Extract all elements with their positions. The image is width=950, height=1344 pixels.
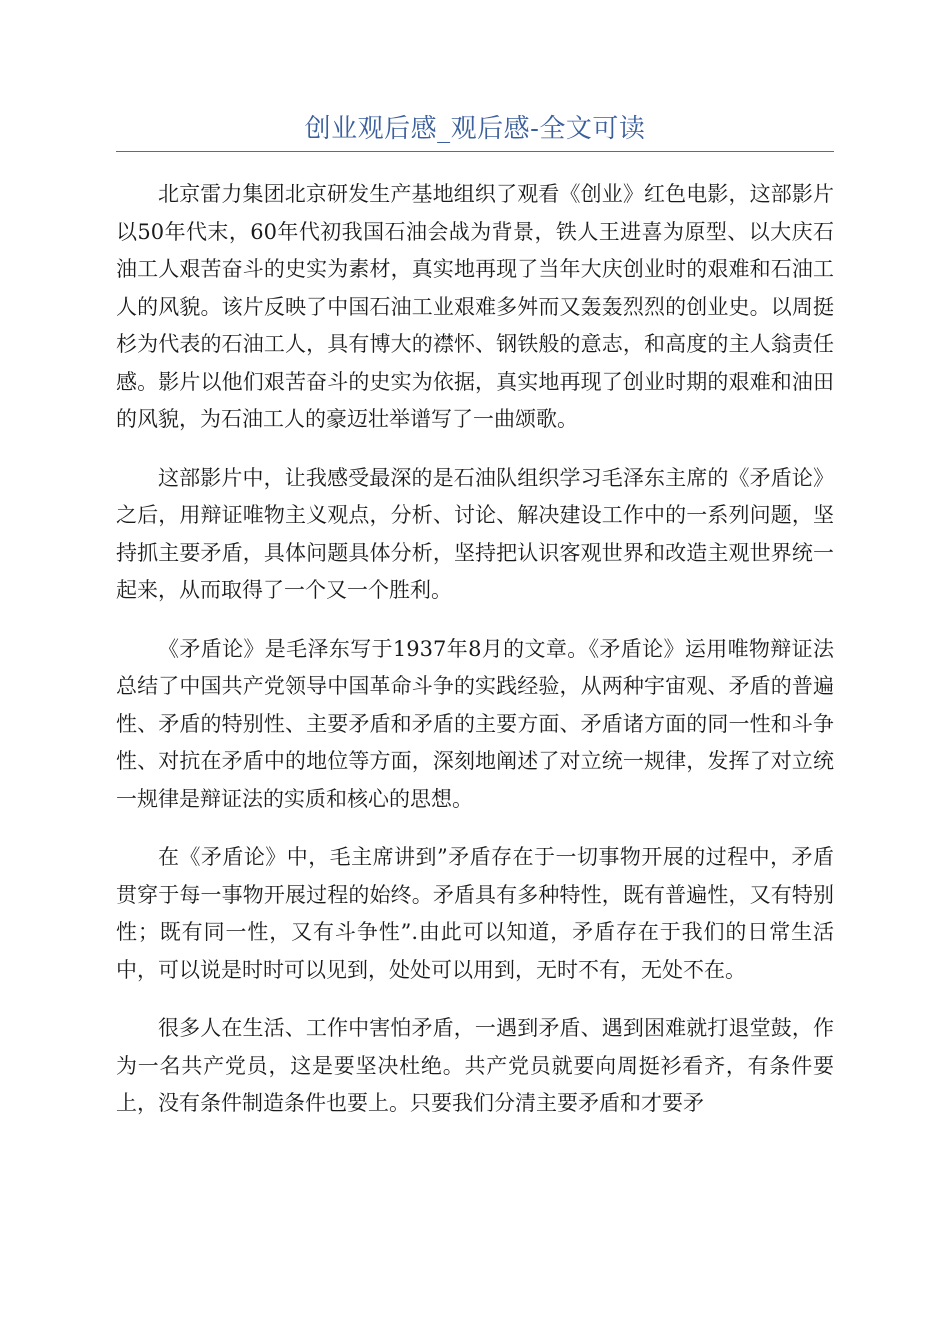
paragraph-5: 很多人在生活、工作中害怕矛盾，一遇到矛盾、遇到困难就打退堂鼓，作为一名共产党员，这是要坚决杜绝。共产党员就要向周挺衫看齐，有条件要上，没有条件制造条件也要上。只要我们分清主要矛盾和才要矛 [116,1016,834,1115]
title-block [116,112,834,152]
document-body [116,176,834,1144]
page-title: 创业观后感_观后感-全文可读 [304,114,646,144]
paragraph-1: 北京雷力集团北京研发生产基地组织了观看《创业》红色电影，这部影片以50年代末，60年代初我国石油会战为背景，铁人王进喜为原型、以大庆石油工人艰苦奋斗的史实为素材，真实地再现了当年大庆创业时的艰难和石油工人的风貌。该片反映了中国石油工业艰难多舛而又轰轰烈烈的创业史。以周挺杉为代表的石油工人，具有博大的襟怀、钢铁般的意志，和高度的主人翁责任感。影片以他们艰苦奋斗的史实为依据，真实地再现了创业时期的艰难和油田的风貌，为石油工人的豪迈壮举谱写了一曲颂歌。 [116,182,834,431]
paragraph-3: 《矛盾论》是毛泽东写于1937年8月的文章。《矛盾论》运用唯物辩证法总结了中国共产党领导中国革命斗争的实践经验，从两种宇宙观、矛盾的普遍性、矛盾的特别性、主要矛盾和矛盾的主要方面、矛盾诸方面的同一性和斗争性、对抗在矛盾中的地位等方面，深刻地阐述了对立统一规律，发挥了对立统一规律是辩证法的实质和核心的思想。 [116,636,834,811]
paragraph-2: 这部影片中，让我感受最深的是石油队组织学习毛泽东主席的《矛盾论》之后，用辩证唯物主义观点，分析、讨论、解决建设工作中的一系列问题，坚持抓主要矛盾，具体问题具体分析，坚持把认识客观世界和改造主观世界统一起来，从而取得了一个又一个胜利。 [116,465,834,602]
paragraph-4: 在《矛盾论》中，毛主席讲到”矛盾存在于一切事物开展的过程中，矛盾贯穿于每一事物开展过程的始终。矛盾具有多种特性，既有普遍性，又有特别性；既有同一性，又有斗争性”.由此可以知道，矛盾存在于我们的日常生活中，可以说是时时可以见到，处处可以用到，无时不有，无处不在。 [116,845,834,982]
